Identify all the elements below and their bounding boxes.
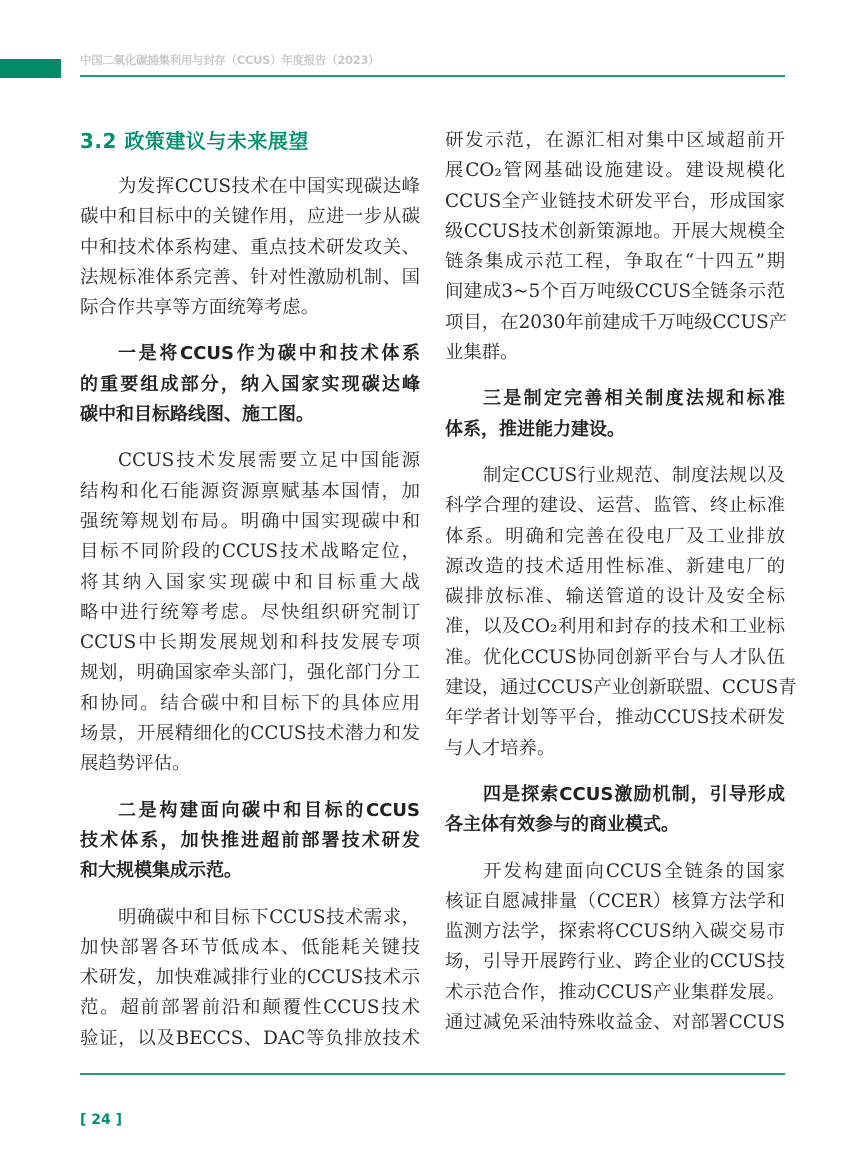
text-line: 四是探索CCUS激励机制，引导形成 xyxy=(483,783,785,805)
text-line: 项目，在2030年前建成千万吨级CCUS产 xyxy=(445,311,788,333)
bold-lead-paragraph xyxy=(80,339,420,430)
body-paragraph xyxy=(445,461,797,764)
text-line: 碳中和目标路线图、施工图。 xyxy=(80,404,314,426)
text-line: 将其纳入国家实现碳中和目标重大战 xyxy=(80,571,420,593)
text-line: 际合作共享等方面统筹考虑。 xyxy=(80,297,320,319)
header-accent-block xyxy=(0,59,61,78)
text-line: 源改造的技术适用性标准、新建电厂的 xyxy=(445,555,785,577)
text-line: 强统筹规划布局。明确中国实现碳中和 xyxy=(80,510,420,532)
body-paragraph xyxy=(80,172,420,323)
text-line: CCUS技术发展需要立足中国能源 xyxy=(118,450,420,472)
text-line: 间建成3~5个百万吨级CCUS全链条示范 xyxy=(445,281,785,303)
text-line: 中和技术体系构建、重点技术研发攻关、 xyxy=(80,236,420,258)
text-line: 结构和化石能源资源禀赋基本国情，加 xyxy=(80,480,420,502)
text-line: 开发构建面向CCUS全链条的国家 xyxy=(483,860,785,882)
text-line: 准，以及CO₂利用和封存的技术和工业标 xyxy=(445,616,785,638)
text-line: 碳中和目标中的关键作用，应进一步从碳 xyxy=(80,206,420,228)
text-line: CCUS中长期发展规划和科技发展专项 xyxy=(80,632,420,654)
text-line: 术示范合作，推动CCUS产业集群发展。 xyxy=(445,981,785,1003)
right-column xyxy=(445,126,797,1054)
text-line: 技术体系，加快推进超前部署技术研发 xyxy=(80,829,420,851)
text-line: 监测方法学，探索将CCUS纳入碳交易市 xyxy=(445,921,785,943)
text-line: 年学者计划等平台，推动CCUS技术研发 xyxy=(445,707,785,729)
body-paragraph xyxy=(445,857,785,1039)
text-line: 核证自愿减排量（CCER）核算方法学和 xyxy=(445,890,785,912)
footer-divider xyxy=(80,1073,785,1075)
left-column xyxy=(80,126,420,1070)
text-line: 法规标准体系完善、针对性激励机制、国 xyxy=(80,266,420,288)
bold-lead-paragraph xyxy=(445,384,785,445)
body-paragraph xyxy=(80,903,420,1054)
text-line: 和大规模集成示范。 xyxy=(80,860,242,882)
body-paragraph xyxy=(80,446,420,779)
text-line: 和协同。结合碳中和目标下的具体应用 xyxy=(80,692,420,714)
bold-lead-paragraph xyxy=(80,796,420,887)
running-header-title: 中国二氧化碳捕集利用与封存（CCUS）年度报告（2023） xyxy=(80,53,380,67)
text-line: 各主体有效参与的商业模式。 xyxy=(445,814,679,836)
text-line: 为发挥CCUS技术在中国实现碳达峰 xyxy=(118,176,420,197)
page-number: [ 24 ] xyxy=(80,1112,123,1128)
text-line: 级CCUS技术创新策源地。开展大规模全 xyxy=(445,220,785,242)
bold-lead-paragraph xyxy=(445,780,785,841)
text-line: 展趋势评估。 xyxy=(80,753,191,775)
text-line: 碳排放标准、输送管道的设计及安全标 xyxy=(445,586,785,608)
body-paragraph xyxy=(445,126,788,368)
text-line: 制定CCUS行业规范、制度法规以及 xyxy=(483,464,785,486)
text-line: 研发示范，在源汇相对集中区域超前开 xyxy=(445,130,785,151)
text-line: 体系，推进能力建设。 xyxy=(445,418,625,440)
text-line: 展CO₂管网基础设施建设。建设规模化 xyxy=(445,160,785,182)
text-line: 三是制定完善相关制度法规和标准 xyxy=(483,388,785,410)
text-line: 准。优化CCUS协同创新平台与人才队伍 xyxy=(445,646,785,668)
text-line: 体系。明确和完善在役电厂及工业排放 xyxy=(445,525,785,547)
text-line: 加快部署各环节低成本、低能耗关键技 xyxy=(80,936,420,958)
text-line: 科学合理的建设、运营、监管、终止标准 xyxy=(445,495,785,517)
section-heading: 3.2 政策建议与未来展望 xyxy=(80,129,309,153)
text-line: 场景，开展精细化的CCUS技术潜力和发 xyxy=(80,723,420,745)
text-line: 二是构建面向碳中和目标的CCUS xyxy=(118,799,420,821)
text-line: 术研发，加快难减排行业的CCUS技术示 xyxy=(80,967,420,989)
text-line: 链条集成示范工程，争取在“十四五”期 xyxy=(445,251,785,273)
text-line: 的重要组成部分，纳入国家实现碳达峰 xyxy=(80,373,420,395)
text-line: 建设，通过CCUS产业创新联盟、CCUS青 xyxy=(445,677,797,699)
text-line: 与人才培养。 xyxy=(445,737,556,759)
text-line: 验证，以及BECCS、DAC等负排放技术 xyxy=(80,1027,420,1049)
text-line: 业集群。 xyxy=(445,342,519,364)
text-line: 明确碳中和目标下CCUS技术需求， xyxy=(118,906,420,928)
text-line: 一是将CCUS作为碳中和技术体系 xyxy=(118,343,420,365)
text-line: 规划，明确国家牵头部门，强化部门分工 xyxy=(80,662,420,684)
header-divider xyxy=(80,75,785,77)
text-line: 场，引导开展跨行业、跨企业的CCUS技 xyxy=(445,951,785,973)
text-line: CCUS全产业链技术研发平台，形成国家 xyxy=(445,190,785,212)
text-line: 目标不同阶段的CCUS技术战略定位， xyxy=(80,541,420,563)
text-line: 略中进行统筹考虑。尽快组织研究制订 xyxy=(80,601,420,623)
text-line: 范。超前部署前沿和颠覆性CCUS技术 xyxy=(80,997,420,1019)
text-line: 通过减免采油特殊收益金、对部署CCUS xyxy=(445,1012,785,1034)
